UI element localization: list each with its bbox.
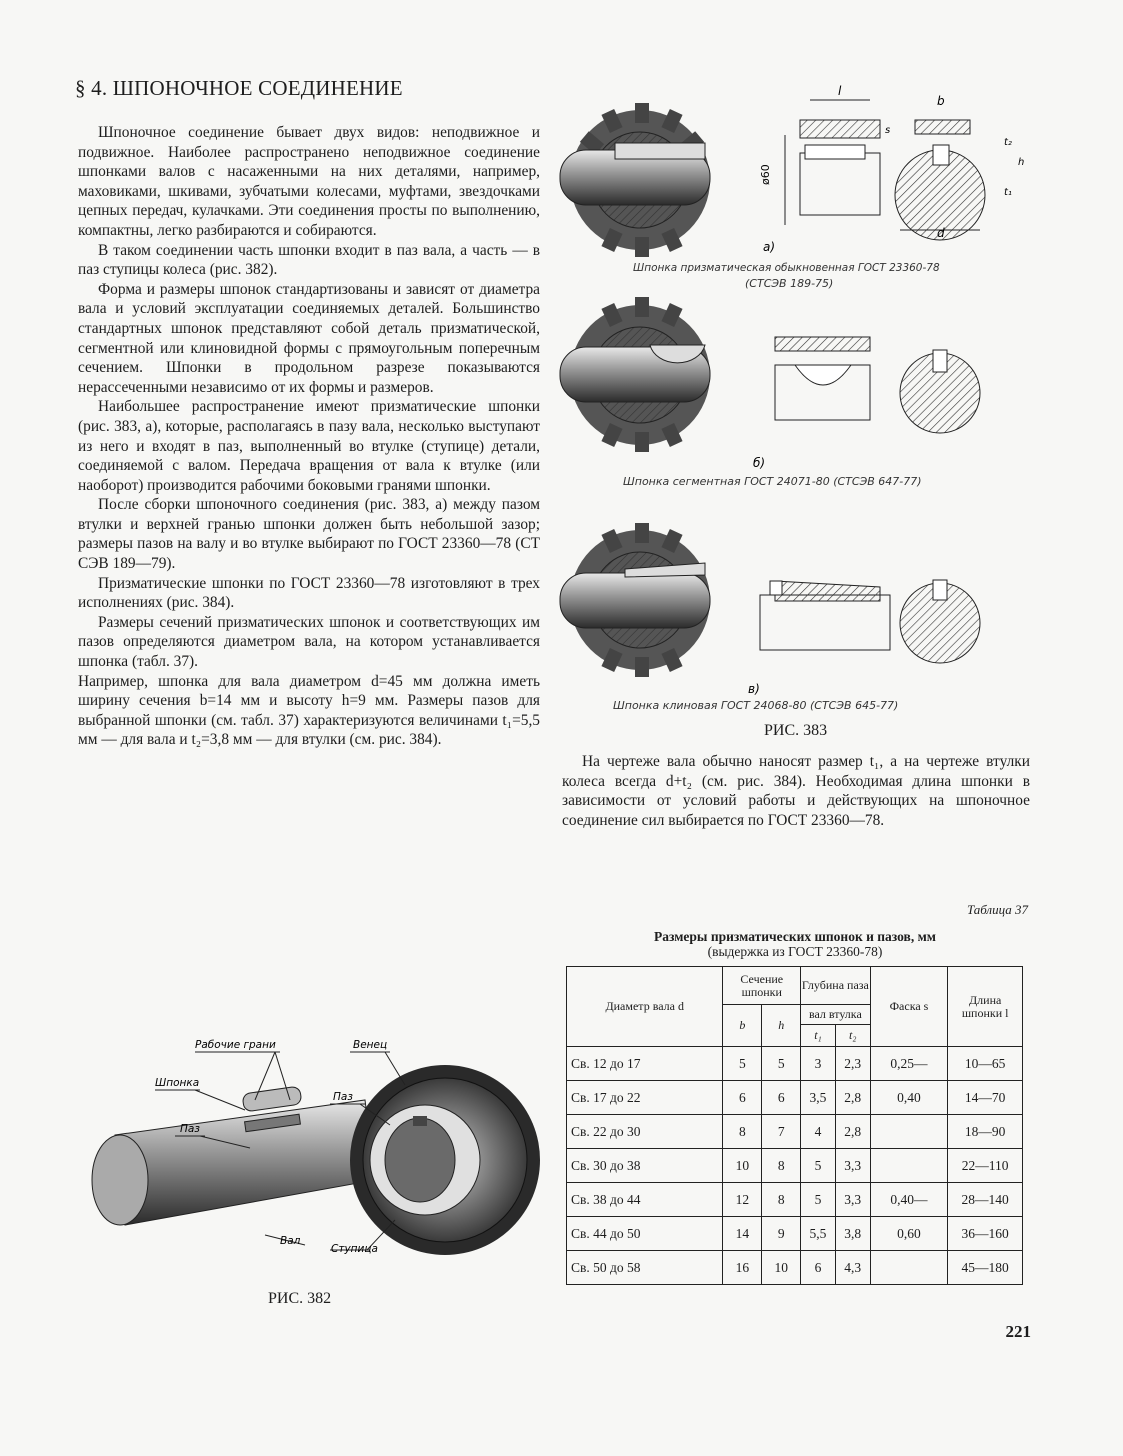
letter-b: б) bbox=[753, 456, 766, 470]
caption-b: Шпонка сегментная ГОСТ 24071-80 (СТСЭВ 647-77) bbox=[623, 475, 922, 488]
cell-h: 8 bbox=[762, 1183, 801, 1217]
header-section: Сечение шпонки bbox=[723, 967, 801, 1005]
callout-key: Шпонка bbox=[155, 1077, 200, 1089]
table-row bbox=[567, 1183, 1023, 1217]
dim-d60: ø60 bbox=[759, 164, 772, 185]
cell-t2: 2,8 bbox=[835, 1081, 870, 1115]
cell-diameter: Св. 17 до 22 bbox=[567, 1081, 723, 1115]
dimensions-table bbox=[566, 966, 1023, 1285]
dim-d: d bbox=[937, 226, 945, 240]
cell-t2: 2,3 bbox=[835, 1047, 870, 1081]
cell-length: 36—160 bbox=[948, 1217, 1023, 1251]
callout-slot-shaft: Паз bbox=[180, 1123, 200, 1135]
cell-diameter: Св. 30 до 38 bbox=[567, 1149, 723, 1183]
dim-l: l bbox=[838, 84, 842, 98]
cell-t1: 5 bbox=[801, 1149, 836, 1183]
cell-t2: 4,3 bbox=[835, 1251, 870, 1285]
cell-length: 14—70 bbox=[948, 1081, 1023, 1115]
figure-382-label: РИС. 382 bbox=[268, 1290, 332, 1307]
cell-b: 6 bbox=[723, 1081, 762, 1115]
header-t1: t₁ bbox=[801, 1025, 836, 1047]
cell-length: 22—110 bbox=[948, 1149, 1023, 1183]
cell-t1: 5,5 bbox=[801, 1217, 836, 1251]
cell-chamfer bbox=[870, 1251, 948, 1285]
cell-h: 7 bbox=[762, 1115, 801, 1149]
header-depth: Глубина паза bbox=[801, 967, 871, 1005]
cell-chamfer: 0,40— bbox=[870, 1183, 948, 1217]
caption-a-2: (СТСЭВ 189-75) bbox=[745, 277, 834, 290]
paragraph: На чертеже вала обычно наносят размер t₁, а на чертеже втулки колеса всегда d+t₂ (см. рис. 384). Необходимая длина шпонки в зависимости от условий работы и действующих на шпоночное соединение сил выбирается по ГОСТ 23360—78. bbox=[562, 753, 1030, 829]
cell-b: 10 bbox=[723, 1149, 762, 1183]
cell-h: 9 bbox=[762, 1217, 801, 1251]
cell-length: 45—180 bbox=[948, 1251, 1023, 1285]
cell-t2: 2,8 bbox=[835, 1115, 870, 1149]
table-number: Таблица 37 bbox=[966, 902, 1028, 917]
header-diameter: Диаметр вала d bbox=[567, 967, 723, 1047]
gear-section-a bbox=[560, 103, 710, 257]
dim-h: h bbox=[1018, 157, 1025, 168]
left-column-text bbox=[78, 123, 540, 750]
cell-diameter: Св. 22 до 30 bbox=[567, 1115, 723, 1149]
cell-t1: 4 bbox=[801, 1115, 836, 1149]
page-heading: § 4. ШПОНОЧНОЕ СОЕДИНЕНИЕ bbox=[75, 76, 403, 100]
table-title bbox=[566, 929, 1024, 959]
paragraph: Форма и размеры шпонок стандартизованы и зависят от диаметра вала и условий эксплуатации соединяемых деталей. Большинство стандартных шпонок представляют собой деталь призматической, сегментной или клиновидной формы с прямоугольным поперечным сечением. Шпонки в продольном разрезе показываются нерассеченными независимо от их формы и размеров. bbox=[78, 280, 540, 396]
table-row bbox=[567, 1149, 1023, 1183]
cell-diameter: Св. 44 до 50 bbox=[567, 1217, 723, 1251]
callout-slot-hub: Паз bbox=[333, 1091, 353, 1103]
figure-382 bbox=[75, 1030, 555, 1290]
gear-section-b bbox=[560, 297, 710, 452]
paragraph: Шпоночное соединение бывает двух видов: неподвижное и подвижное. Наиболее распространено неподвижное соединение шпонками валов с насаженными на них деталями, например, маховиками, шкивами, зубчатыми колесами, муфтами, звездочками цепных передач, кулачками. Эти соединения просты по выполнению, компактны, легко разбираются и собираются. bbox=[78, 124, 540, 239]
cell-b: 5 bbox=[723, 1047, 762, 1081]
key-illustration bbox=[242, 1086, 302, 1112]
gear-illustration bbox=[350, 1065, 540, 1255]
header-hub: втулка bbox=[828, 1007, 862, 1021]
paragraph: В таком соединении часть шпонки входит в паз вала, а часть — в паз ступицы колеса (рис. 382). bbox=[78, 241, 540, 279]
table-subtitle: (выдержка из ГОСТ 23360-78) bbox=[707, 944, 883, 959]
header-shaft: вал bbox=[808, 1007, 826, 1021]
dim-t2: t₂ bbox=[1004, 137, 1012, 148]
paragraph: После сборки шпоночного соединения (рис. 383, а) между пазом втулки и верхней гранью шпонки должен быть небольшой зазор; размеры пазов на валу и во втулке выбирают по ГОСТ 23360—78 (СТ СЭВ 189—79). bbox=[78, 496, 540, 573]
cell-length: 28—140 bbox=[948, 1183, 1023, 1217]
table-row bbox=[567, 1115, 1023, 1149]
cell-t1: 3,5 bbox=[801, 1081, 836, 1115]
cell-length: 10—65 bbox=[948, 1047, 1023, 1081]
dim-t1: t₁ bbox=[1004, 187, 1012, 198]
cell-diameter: Св. 38 до 44 bbox=[567, 1183, 723, 1217]
cell-chamfer bbox=[870, 1149, 948, 1183]
callout-shaft: Вал bbox=[280, 1235, 301, 1247]
right-column-text bbox=[562, 752, 1030, 830]
table-title-main: Размеры призматических шпонок и пазов, мм bbox=[654, 929, 936, 944]
cell-chamfer: 0,60 bbox=[870, 1217, 948, 1251]
header-length: Длина шпонки l bbox=[948, 967, 1023, 1047]
cell-b: 14 bbox=[723, 1217, 762, 1251]
cell-t2: 3,8 bbox=[835, 1217, 870, 1251]
header-chamfer: Фаска s bbox=[870, 967, 948, 1047]
section-drawing-b bbox=[775, 337, 980, 433]
cell-h: 5 bbox=[762, 1047, 801, 1081]
cell-length: 18—90 bbox=[948, 1115, 1023, 1149]
dim-b: b bbox=[937, 94, 945, 108]
header-shaft-hub bbox=[801, 1005, 871, 1025]
figure-383 bbox=[555, 75, 1030, 720]
cell-h: 8 bbox=[762, 1149, 801, 1183]
callout-crown: Венец bbox=[353, 1039, 388, 1051]
caption-v: Шпонка клиновая ГОСТ 24068-80 (СТСЭВ 645-77) bbox=[613, 699, 899, 712]
callout-working-faces: Рабочие грани bbox=[195, 1039, 276, 1051]
page-number: 221 bbox=[1005, 1322, 1031, 1341]
letter-v: в) bbox=[748, 682, 760, 696]
section-drawing-v bbox=[760, 580, 980, 663]
dim-s: s bbox=[885, 125, 891, 136]
cell-h: 6 bbox=[762, 1081, 801, 1115]
cell-b: 12 bbox=[723, 1183, 762, 1217]
paragraph: Наибольшее распространение имеют призматические шпонки (рис. 383, а), которые, располагаясь в пазу вала, несколько выступают из него и входят в паз, выполненный во втулке (ступице) детали, соединяемой с валом. Передача вращения от вала к втулке (или наоборот) производится рабочими боковыми гранями шпонки. bbox=[78, 398, 540, 494]
header-t2: t₂ bbox=[835, 1025, 870, 1047]
cell-diameter: Св. 50 до 58 bbox=[567, 1251, 723, 1285]
cell-b: 8 bbox=[723, 1115, 762, 1149]
paragraph: Размеры сечений призматических шпонок и соответствующих им пазов определяются диаметром вала, на котором устанавливается шпонка (табл. 37). bbox=[78, 613, 540, 671]
cell-t1: 3 bbox=[801, 1047, 836, 1081]
caption-a-1: Шпонка призматическая обыкновенная ГОСТ 23360-78 bbox=[633, 262, 940, 274]
table-row bbox=[567, 1081, 1023, 1115]
table-row bbox=[567, 1047, 1023, 1081]
cell-t1: 6 bbox=[801, 1251, 836, 1285]
cell-b: 16 bbox=[723, 1251, 762, 1285]
table-row bbox=[567, 1217, 1023, 1251]
cell-chamfer bbox=[870, 1115, 948, 1149]
figure-383-label: РИС. 383 bbox=[764, 722, 828, 739]
cell-t1: 5 bbox=[801, 1183, 836, 1217]
cell-t2: 3,3 bbox=[835, 1149, 870, 1183]
gear-section-v bbox=[560, 523, 710, 677]
letter-a: а) bbox=[763, 240, 776, 254]
callout-hub: Ступица bbox=[331, 1243, 378, 1255]
cell-chamfer: 0,25— bbox=[870, 1047, 948, 1081]
paragraph: Призматические шпонки по ГОСТ 23360—78 изготовляют в трех исполнениях (рис. 384). bbox=[78, 574, 540, 612]
cell-t2: 3,3 bbox=[835, 1183, 870, 1217]
section-drawing-a bbox=[785, 100, 985, 240]
shaft-illustration bbox=[92, 1100, 375, 1225]
header-h: h bbox=[762, 1005, 801, 1047]
cell-diameter: Св. 12 до 17 bbox=[567, 1047, 723, 1081]
cell-h: 10 bbox=[762, 1251, 801, 1285]
table-row bbox=[567, 1251, 1023, 1285]
header-b: b bbox=[723, 1005, 762, 1047]
paragraph: Например, шпонка для вала диаметром d=45 мм должна иметь ширину сечения b=14 мм и высоту h=9 мм. Размеры пазов для выбранной шпонки (см. табл. 37) характеризуются величинами t₁=5,5 мм — для вала и t₂=3,8 мм — для втулки (см. рис. 384). bbox=[78, 672, 540, 749]
cell-chamfer: 0,40 bbox=[870, 1081, 948, 1115]
